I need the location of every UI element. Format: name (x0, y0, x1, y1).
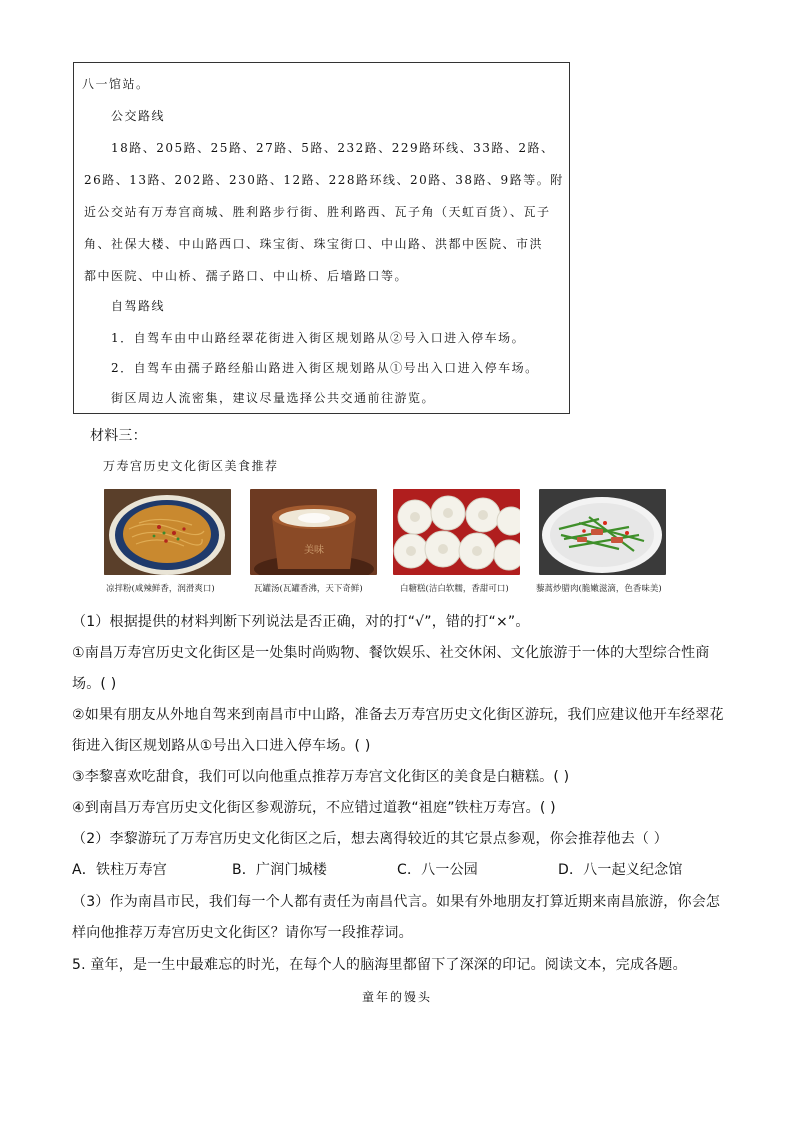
food-caption-2: 瓦罐汤(瓦罐香沸，天下奇鲜) (254, 584, 363, 594)
q2-option-d: D．八一起义纪念馆 (558, 862, 683, 878)
q3-line-1: （3）作为南昌市民，我们每一个人都有责任为南昌代言。如果有外地朋友打算近期来南昌旅游，你会怎 (72, 894, 721, 910)
drive-route-2: 2．自驾车由孺子路经船山路进入街区规划路从①号出入口进入停车场。 (111, 361, 539, 375)
q1-item-1b: 场。( ) (72, 676, 117, 692)
food-section-title: 万寿宫历史文化街区美食推荐 (103, 459, 279, 473)
noodle-dish-photo (104, 489, 231, 575)
q2-option-a: A．铁柱万寿宫 (72, 862, 167, 878)
q2-stem: （2）李黎游玩了万寿宫历史文化街区之后，想去离得较近的其它景点参观，你会推荐他去（ ） (72, 831, 668, 847)
svg-text:美味: 美味 (304, 545, 324, 556)
clay-pot-soup-photo (250, 489, 377, 575)
bus-line-5: 都中医院、中山桥、孺子路口、中山桥、后墙路口等。 (84, 269, 409, 283)
artemisia-bacon-photo (539, 489, 666, 575)
bus-line-4: 角、社保大楼、中山路西口、珠宝街、珠宝街口、中山路、洪都中医院、市洪 (84, 237, 544, 251)
q1-stem: （1）根据提供的材料判断下列说法是否正确，对的打“√”，错的打“×”。 (72, 614, 530, 630)
bus-line-2: 26路、13路、202路、230路、12路、228路环线、20路、38路、9路等。附 (84, 173, 564, 187)
food-caption-3: 白糖糕(洁白软糯，香甜可口) (400, 584, 509, 594)
q1-item-2b: 街进入街区规划路从①号出入口进入停车场。( ) (72, 738, 371, 754)
bus-heading: 公交路线 (111, 109, 166, 123)
material-3-label: 材料三： (90, 428, 147, 444)
route-info-box (73, 62, 570, 414)
food-caption-4: 藜蒿炒腊肉(脆嫩滋滴，色香味美) (536, 584, 662, 594)
white-sugar-cake-photo (393, 489, 520, 575)
bus-line-3: 近公交站有万寿宫商城、胜利路步行街、胜利路西、瓦子角（天虹百货）、瓦子 (84, 205, 551, 219)
q3-line-2: 样向他推荐万寿宫历史文化街区？请你写一段推荐词。 (72, 925, 413, 941)
passage-title: 童年的馒头 (361, 990, 432, 1004)
q5-intro: 5. 童年，是一生中最难忘的时光，在每个人的脑海里都留下了深深的印记。阅读文本，完成各题。 (72, 957, 687, 973)
crowd-note: 街区周边人流密集，建议尽量选择公共交通前往游览。 (111, 391, 436, 405)
q1-item-2a: ②如果有朋友从外地自驾来到南昌市中山路，准备去万寿宫历史文化街区游玩，我们应建议他开车经翠花 (72, 707, 724, 723)
q1-item-3: ③李黎喜欢吃甜食，我们可以向他重点推荐万寿宫文化街区的美食是白糖糕。( ) (72, 769, 570, 785)
bus-line-1: 18路、205路、25路、27路、5路、232路、229路环线、33路、2路、 (111, 141, 555, 155)
food-caption-1: 凉拌粉(咸辣鲜香，润滑爽口) (106, 584, 215, 594)
q2-option-b: B．广润门城楼 (232, 862, 328, 878)
q1-item-1a: ①南昌万寿宫历史文化街区是一处集时尚购物、餐饮娱乐、社交休闲、文化旅游于一体的大型综合性商 (72, 645, 710, 661)
drive-heading: 自驾路线 (111, 299, 166, 313)
q2-option-c: C．八一公园 (397, 862, 478, 878)
drive-route-1: 1．自驾车由中山路经翠花街进入街区规划路从②号入口进入停车场。 (111, 331, 526, 345)
box-first-line: 八一馆站。 (82, 77, 150, 91)
q1-item-4: ④到南昌万寿宫历史文化街区参观游玩，不应错过道教“祖庭”铁柱万寿宫。( ) (72, 800, 556, 816)
